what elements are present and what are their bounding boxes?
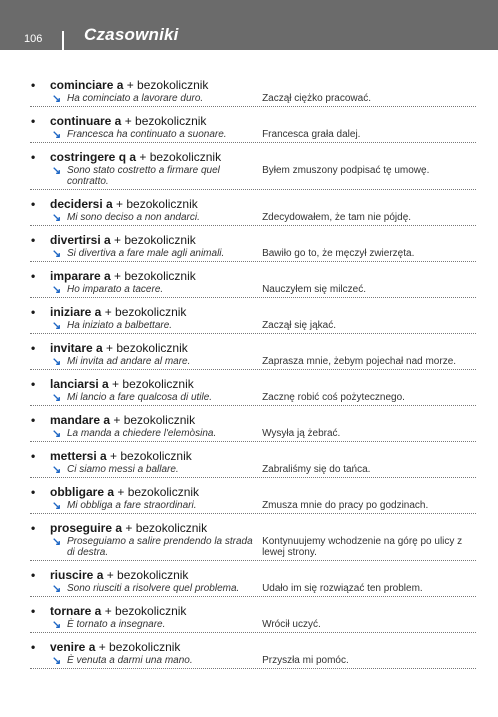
verb-term: venire a [50,640,96,654]
verb-construction: + bezokolicznik [123,78,209,92]
polish-translation: Kontynuujemy wchodzenie na górę po ulicy z lewej strony. [262,536,463,558]
entry-headline [30,341,476,356]
entry-headline [30,568,476,583]
arrow-icon: ↘ [52,93,62,105]
verb-term: decidersi a [50,197,113,211]
entry-headline [30,485,476,500]
arrow-icon: ↘ [52,428,62,440]
verb-construction: + bezokolicznik [122,521,208,535]
bullet-icon: • [31,521,36,535]
verb-term: mettersi a [50,449,107,463]
verb-construction: + bezokolicznik [112,197,198,211]
verb-term: costringere q a [50,150,137,164]
bullet-icon: • [31,233,36,247]
verb-entry [30,76,476,107]
arrow-icon: ↘ [52,536,62,548]
verb-entry [30,303,476,334]
bullet-icon: • [31,640,36,654]
bullet-icon: • [31,150,36,164]
bullet-icon: • [31,114,36,128]
verb-construction: + bezokolicznik [110,233,196,247]
example-row [30,428,476,439]
arrow-icon: ↘ [52,212,62,224]
verb-construction: + bezokolicznik [101,604,187,618]
arrow-icon: ↘ [52,619,62,631]
verb-entry [30,519,476,561]
polish-translation: Francesca grała dalej. [262,129,361,140]
bullet-icon: • [31,485,36,499]
arrow-icon: ↘ [52,165,62,177]
page-number: 106 [24,33,43,45]
arrow-icon: ↘ [52,500,62,512]
bullet-icon: • [31,305,36,319]
verb-term: riuscire a [50,568,104,582]
example-row [30,583,476,594]
italian-example: Francesca ha continuato a suonare. [67,129,227,140]
verb-term: obbligare a [50,485,115,499]
example-row [30,655,476,666]
verb-entry [30,411,476,442]
entry-headline [30,377,476,392]
polish-translation: Zaprasza mnie, żebym pojechał nad morze. [262,356,457,367]
arrow-icon: ↘ [52,655,62,667]
verb-entry [30,375,476,406]
example-row [30,500,476,511]
italian-example: È venuta a darmi una mano. [67,655,193,666]
entry-headline [30,269,476,284]
verb-entry [30,602,476,633]
italian-example: Mi lancio a fare qualcosa di utile. [67,392,213,403]
polish-translation: Przyszła mi pomóc. [262,655,349,666]
polish-translation: Byłem zmuszony podpisać tę umowę. [262,165,430,176]
header-divider [62,31,64,50]
example-row [30,212,476,223]
arrow-icon: ↘ [52,129,62,141]
verb-construction: + bezokolicznik [121,114,207,128]
entry-headline [30,305,476,320]
entry-headline [30,78,476,93]
bullet-icon: • [31,341,36,355]
example-row [30,284,476,295]
arrow-icon: ↘ [52,248,62,260]
example-row [30,536,476,558]
verb-construction: + bezokolicznik [103,568,189,582]
verb-entry [30,638,476,669]
entry-headline [30,233,476,248]
example-row [30,165,476,187]
verb-entry [30,447,476,478]
verb-term: continuare a [50,114,122,128]
polish-translation: Zaczął się jąkać. [262,320,336,331]
italian-example: Sono stato costretto a firmare quel contratto. [67,165,220,187]
verb-term: divertirsi a [50,233,111,247]
verb-construction: + bezokolicznik [106,449,192,463]
verb-term: lanciarsi a [50,377,109,391]
polish-translation: Zaczął ciężko pracować. [262,93,371,104]
bullet-icon: • [31,197,36,211]
italian-example: Sono riusciti a risolvere quel problema. [67,583,240,594]
bullet-icon: • [31,449,36,463]
entry-headline [30,413,476,428]
entry-headline [30,521,476,536]
arrow-icon: ↘ [52,583,62,595]
italian-example: È tornato a insegnare. [67,619,166,630]
bullet-icon: • [31,269,36,283]
polish-translation: Nauczyłem się milczeć. [262,284,366,295]
verb-construction: + bezokolicznik [101,305,187,319]
polish-translation: Udało im się rozwiązać ten problem. [262,583,423,594]
polish-translation: Zmusza mnie do pracy po godzinach. [262,500,429,511]
bullet-icon: • [31,604,36,618]
arrow-icon: ↘ [52,392,62,404]
polish-translation: Zdecydowałem, że tam nie pójdę. [262,212,412,223]
page-header [0,0,498,50]
verb-term: cominciare a [50,78,124,92]
verb-entry [30,267,476,298]
verb-term: mandare a [50,413,111,427]
bullet-icon: • [31,78,36,92]
verb-list [30,76,476,674]
arrow-icon: ↘ [52,284,62,296]
verb-construction: + bezokolicznik [136,150,222,164]
arrow-icon: ↘ [52,356,62,368]
example-row [30,356,476,367]
verb-term: tornare a [50,604,102,618]
italian-example: Proseguiamo a salire prendendo la strada di destra. [67,536,253,558]
verb-term: iniziare a [50,305,102,319]
example-row [30,464,476,475]
example-row [30,392,476,403]
entry-headline [30,640,476,655]
arrow-icon: ↘ [52,464,62,476]
bullet-icon: • [31,413,36,427]
polish-translation: Zacznę robić coś pożytecznego. [262,392,405,403]
verb-construction: + bezokolicznik [110,413,196,427]
italian-example: Si divertiva a fare male agli animali. [67,248,225,259]
polish-translation: Bawiło go to, że męczył zwierzęta. [262,248,415,259]
entry-headline [30,150,476,165]
arrow-icon: ↘ [52,320,62,332]
italian-example: Ci siamo messi a ballare. [67,464,179,475]
verb-term: invitare a [50,341,103,355]
example-row [30,619,476,630]
bullet-icon: • [31,568,36,582]
verb-entry [30,148,476,190]
italian-example: La manda a chiedere l'elemòsina. [67,428,217,439]
italian-example: Mi obbliga a fare straordinari. [67,500,197,511]
italian-example: Ha cominciato a lavorare duro. [67,93,204,104]
bullet-icon: • [31,377,36,391]
italian-example: Mi invita ad andare al mare. [67,356,191,367]
verb-term: proseguire a [50,521,123,535]
italian-example: Ho imparato a tacere. [67,284,164,295]
polish-translation: Zabraliśmy się do tańca. [262,464,371,475]
entry-headline [30,604,476,619]
example-row [30,320,476,331]
example-row [30,248,476,259]
example-row [30,93,476,104]
page-title: Czasowniki [84,25,179,44]
verb-term: imparare a [50,269,111,283]
verb-construction: + bezokolicznik [110,269,196,283]
example-row [30,129,476,140]
verb-entry [30,195,476,226]
verb-entry [30,566,476,597]
verb-construction: + bezokolicznik [102,341,188,355]
italian-example: Ha iniziato a balbettare. [67,320,173,331]
verb-construction: + bezokolicznik [108,377,194,391]
entry-headline [30,114,476,129]
verb-construction: + bezokolicznik [114,485,200,499]
polish-translation: Wrócił uczyć. [262,619,321,630]
verb-entry [30,339,476,370]
verb-entry [30,483,476,514]
entry-headline [30,449,476,464]
polish-translation: Wysyła ją żebrać. [262,428,341,439]
entry-headline [30,197,476,212]
italian-example: Mi sono deciso a non andarci. [67,212,200,223]
verb-entry [30,112,476,143]
verb-construction: + bezokolicznik [95,640,181,654]
verb-entry [30,231,476,262]
